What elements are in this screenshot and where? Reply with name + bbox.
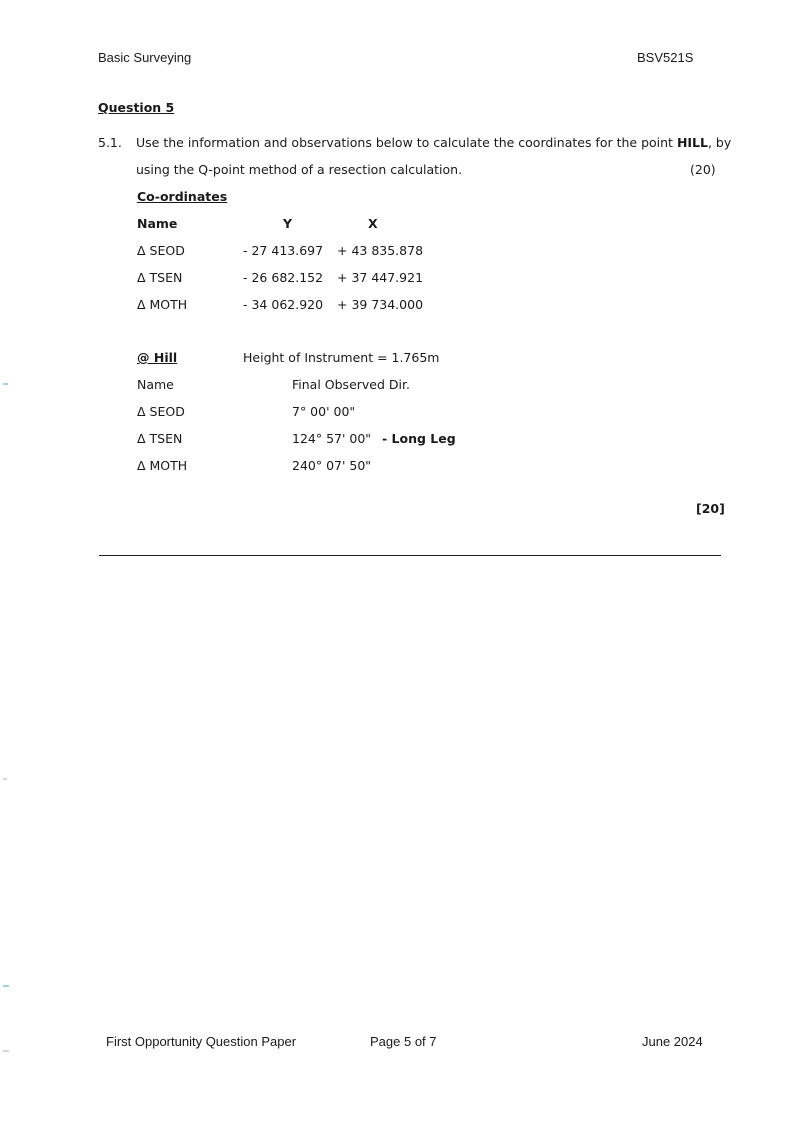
observations-col-direction: Final Observed Dir.: [292, 377, 410, 392]
question-line-1: [136, 135, 732, 150]
coord-row-x: + 37 447.921: [337, 270, 424, 285]
total-marks: [20]: [696, 501, 725, 516]
question-line-2: using the Q-point method of a resection calculation.: [136, 162, 463, 177]
coordinates-col-x: X: [368, 216, 378, 231]
coordinates-heading: Co-ordinates: [137, 189, 228, 204]
coord-row-name: Δ MOTH: [137, 297, 188, 312]
obs-row-name: Δ TSEN: [137, 431, 183, 446]
coord-row-name: Δ TSEN: [137, 270, 183, 285]
coord-row-y: - 27 413.697: [243, 243, 324, 258]
section-divider: [99, 555, 721, 556]
coord-row-y: - 26 682.152: [243, 270, 324, 285]
observations-col-name: Name: [137, 377, 174, 392]
coord-row-x: + 39 734.000: [337, 297, 424, 312]
footer-page-number: Page 5 of 7: [370, 1034, 437, 1049]
question-line-1-end: , by: [707, 135, 732, 150]
coordinates-col-name: Name: [137, 216, 178, 231]
question-title: Question 5: [98, 100, 175, 115]
footer-paper-type: First Opportunity Question Paper: [106, 1034, 297, 1049]
obs-row-direction: 124° 57' 00": [292, 431, 372, 446]
footer-date: June 2024: [642, 1034, 703, 1049]
scan-mark: [3, 1050, 9, 1052]
obs-row-name: Δ MOTH: [137, 458, 188, 473]
question-marks: (20): [690, 162, 716, 177]
coordinates-col-y: Y: [283, 216, 293, 231]
obs-row-name: Δ SEOD: [137, 404, 185, 419]
coord-row-name: Δ SEOD: [137, 243, 185, 258]
question-line-1-text: Use the information and observations below to calculate the coordinates for the point: [136, 135, 677, 150]
point-name: HILL: [676, 135, 708, 150]
instrument-height: Height of Instrument = 1.765m: [243, 350, 440, 365]
scan-mark: [3, 778, 7, 780]
station-label: @ Hill: [137, 350, 178, 365]
header-course-code: BSV521S: [637, 50, 694, 65]
coord-row-y: - 34 062.920: [243, 297, 324, 312]
scan-mark: [3, 383, 8, 385]
scan-mark: [3, 985, 9, 987]
obs-row-note: - Long Leg: [382, 431, 456, 446]
question-number: 5.1.: [98, 135, 122, 150]
coord-row-x: + 43 835.878: [337, 243, 424, 258]
obs-row-direction: 240° 07' 50": [292, 458, 372, 473]
obs-row-direction: 7° 00' 00": [292, 404, 356, 419]
header-course-name: Basic Surveying: [98, 50, 192, 65]
